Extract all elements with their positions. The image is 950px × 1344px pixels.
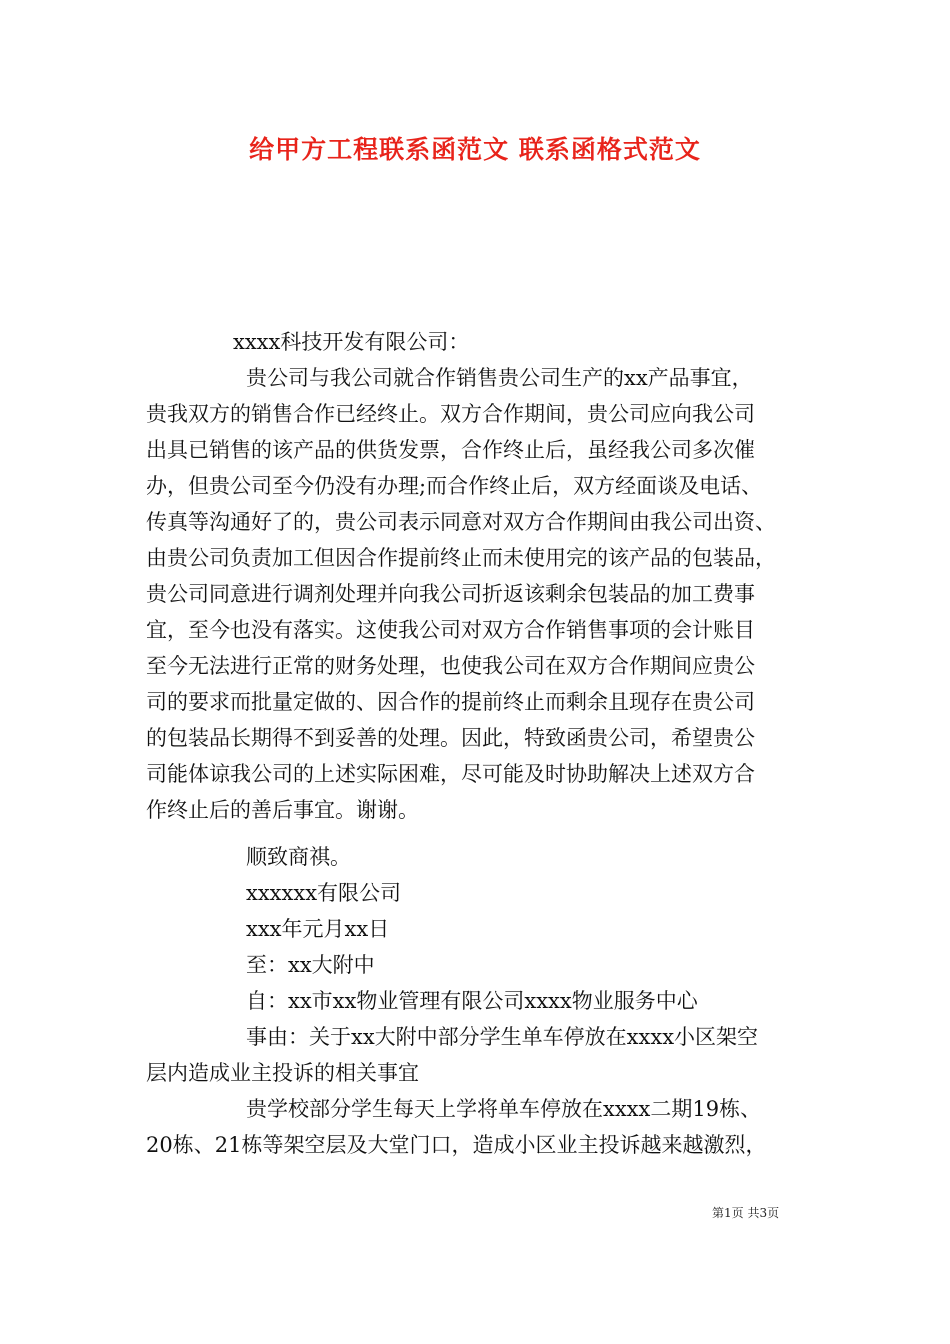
salutation-line: xxxx科技开发有限公司： [233, 330, 470, 354]
body-line: 的包装品长期得不到妥善的处理。因此，特致函贵公司，希望贵公 [146, 726, 755, 750]
body-line: 司能体谅我公司的上述实际困难，尽可能及时协助解决上述双方合 [146, 762, 755, 786]
sender-company: xxxxxx有限公司 [246, 881, 402, 905]
body-line: 传真等沟通好了的，贵公司表示同意对双方合作期间由我公司出资、 [146, 510, 776, 534]
from-line: 自：xx市xx物业管理有限公司xxxx物业服务中心 [246, 989, 698, 1013]
page-footer: 第1页 共3页 [712, 1206, 780, 1220]
body-line: 办，但贵公司至今仍没有办理;而合作终止后，双方经面谈及电话、 [146, 474, 763, 498]
body-line: 贵公司与我公司就合作销售贵公司生产的xx产品事宜， [246, 366, 753, 390]
body-line: 贵公司同意进行调剂处理并向我公司折返该剩余包装品的加工费事 [146, 582, 755, 606]
letter-date: xxx年元月xx日 [246, 917, 390, 941]
body-line: 司的要求而批量定做的、因合作的提前终止而剩余且现存在贵公司 [146, 690, 755, 714]
body-line: 出具已销售的该产品的供货发票，合作终止后，虽经我公司多次催 [146, 438, 755, 462]
body-line: 贵我双方的销售合作已经终止。双方合作期间，贵公司应向我公司 [146, 402, 755, 426]
body-line: 20栋、21栋等架空层及大堂门口，造成小区业主投诉越来越激烈， [146, 1133, 767, 1157]
body-line: 贵学校部分学生每天上学将单车停放在xxxx二期19栋、 [246, 1097, 762, 1121]
subject-line: 事由：关于xx大附中部分学生单车停放在xxxx小区架空 [246, 1025, 759, 1049]
body-line: 由贵公司负责加工但因合作提前终止而未使用完的该产品的包装品， [146, 546, 776, 570]
closing-line: 顺致商祺。 [246, 845, 351, 869]
body-line: 至今无法进行正常的财务处理，也使我公司在双方合作期间应贵公 [146, 654, 755, 678]
page-title: 给甲方工程联系函范文 联系函格式范文 [249, 135, 701, 164]
recipient-line: 至：xx大附中 [246, 953, 375, 977]
subject-line-cont: 层内造成业主投诉的相关事宜 [146, 1061, 419, 1085]
body-line: 宜，至今也没有落实。这使我公司对双方合作销售事项的会计账目 [146, 618, 755, 642]
body-line: 作终止后的善后事宜。谢谢。 [146, 798, 419, 822]
